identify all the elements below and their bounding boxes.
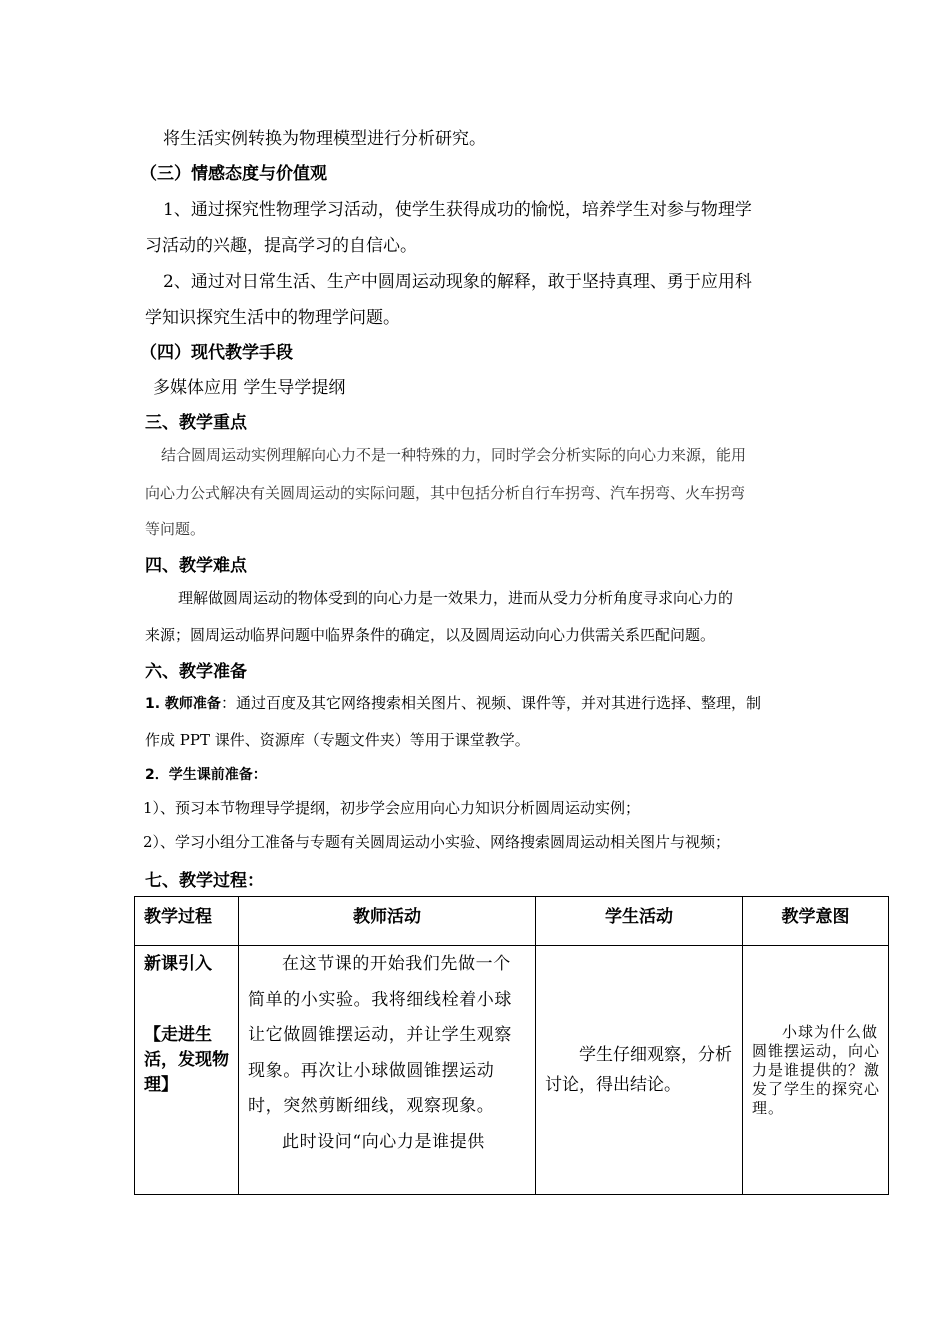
paragraph-student-prep-2: 2）、学习小组分工准备与专题有关圆周运动小实验、网络搜索圆周运动相关图片与视频； (143, 833, 731, 851)
student-activity-cell (536, 946, 743, 1195)
table-row (135, 946, 889, 1195)
heading-key-points: 三、教学重点 (145, 413, 247, 433)
paragraph-model: 将生活实例转换为物理模型进行分析研究。 (163, 129, 486, 149)
paragraph-key-b: 向心力公式解决有关圆周运动的实际问题，其中包括分析自行车拐弯、汽车拐弯、火车拐弯 (145, 484, 746, 502)
paragraph-difficult-b: 来源；圆周运动临界问题中临界条件的确定，以及圆周运动向心力供需关系匹配问题。 (145, 626, 716, 644)
intent-text: 小球为什么做圆锥摆运动，向心力是谁提供的？激发了学生的探究心理。 (752, 1022, 881, 1117)
paragraph-student-prep-1: 1）、预习本节物理导学提纲，初步学会应用向心力知识分析圆周运动实例； (143, 799, 641, 817)
paragraph-attitude-2a: 2、通过对日常生活、生产中圆周运动现象的解释，敢于坚持真理、勇于应用科 (163, 272, 752, 292)
stage-subtitle: 【走进生活，发现物理】 (144, 1025, 229, 1095)
paragraph-teacher-prep-a (145, 692, 815, 713)
stage-cell (135, 946, 239, 1195)
paragraph-attitude-2b: 学知识探究生活中的物理学问题。 (145, 308, 400, 328)
header-process: 教学过程 (135, 897, 239, 946)
teacher-prep-text: ：通过百度及其它网络搜索相关图片、视频、课件等，并对其进行选择、整理，制 (220, 694, 761, 712)
stage-title: 新课引入 (144, 954, 212, 974)
header-student: 学生活动 (536, 897, 743, 946)
paragraph-means: 多媒体应用 学生导学提纲 (153, 378, 346, 398)
teacher-activity-p1: 在这节课的开始我们先做一个简单的小实验。我将细线栓着小球让它做圆锥摆运动，并让学生观察现象。再次让小球做圆锥摆运动时，突然剪断细线，观察现象。 (248, 954, 512, 1116)
heading-attitude: （三）情感态度与价值观 (140, 164, 327, 184)
teacher-prep-label: 1. 教师准备 (145, 696, 221, 712)
heading-means: （四）现代教学手段 (140, 343, 293, 363)
heading-process: 七、教学过程： (145, 871, 264, 891)
paragraph-teacher-prep-b: 作成 PPT 课件、资源库（专题文件夹）等用于课堂教学。 (145, 731, 530, 749)
paragraph-attitude-1a: 1、通过探究性物理学习活动，使学生获得成功的愉悦，培养学生对参与物理学 (163, 200, 752, 220)
teaching-process-table (134, 896, 889, 1195)
header-teacher: 教师活动 (239, 897, 536, 946)
header-intent: 教学意图 (743, 897, 889, 946)
teacher-activity-cell (239, 946, 536, 1195)
paragraph-key-a: 结合圆周运动实例理解向心力不是一种特殊的力，同时学会分析实际的向心力来源，能用 (161, 446, 747, 464)
heading-difficult-points: 四、教学难点 (145, 556, 247, 576)
student-activity-text: 学生仔细观察，分析讨论，得出结论。 (545, 1045, 732, 1095)
intent-cell (743, 946, 889, 1195)
paragraph-key-c: 等问题。 (145, 520, 206, 538)
heading-student-prep: 2．学生课前准备： (145, 767, 267, 783)
heading-preparation: 六、教学准备 (145, 662, 247, 682)
paragraph-attitude-1b: 习活动的兴趣，提高学习的自信心。 (145, 236, 417, 256)
paragraph-difficult-a: 理解做圆周运动的物体受到的向心力是一效果力，进而从受力分析角度寻求向心力的 (178, 589, 734, 607)
teacher-activity-p2: 此时设问“向心力是谁提供 (282, 1131, 485, 1152)
table-header-row (135, 897, 889, 946)
